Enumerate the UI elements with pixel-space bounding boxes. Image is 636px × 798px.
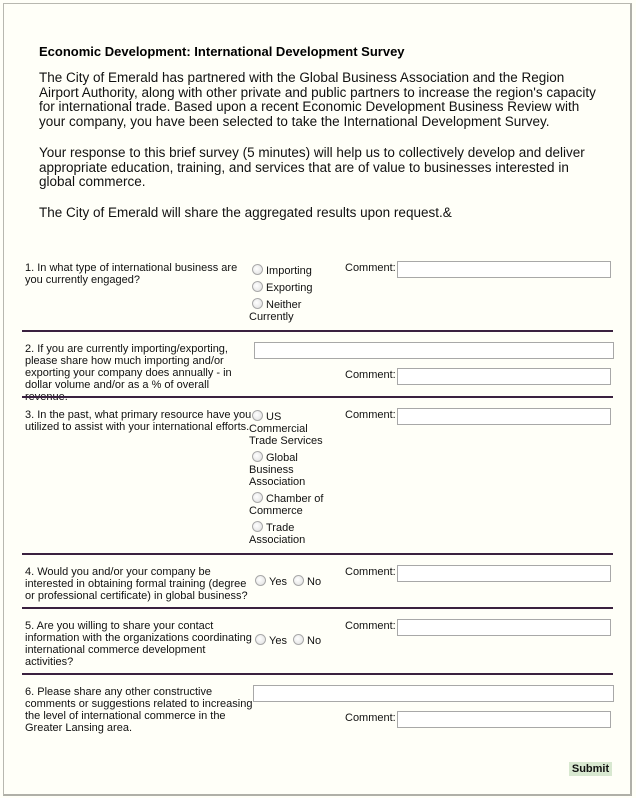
comment-label: Comment: bbox=[345, 262, 396, 274]
radio-icon[interactable] bbox=[252, 492, 263, 503]
q6-comment-input[interactable] bbox=[397, 711, 611, 728]
radio-icon[interactable] bbox=[252, 451, 263, 462]
radio-icon[interactable] bbox=[252, 298, 263, 309]
page-title: Economic Development: International Development Survey bbox=[39, 44, 405, 59]
question-4: 4. Would you and/or your company be interested in obtaining formal training (degree or professional certificate) in global business? bbox=[25, 566, 248, 602]
radio-icon[interactable] bbox=[252, 281, 263, 292]
comment-label: Comment: bbox=[345, 369, 396, 381]
q1-comment-input[interactable] bbox=[397, 261, 611, 278]
radio-icon[interactable] bbox=[252, 410, 263, 421]
comment-label: Comment: bbox=[345, 566, 396, 578]
question-2: 2. If you are currently importing/exporting, please share how much importing and/or exporting your company does annually - in dollar volume and/or as a % of overall bbox=[25, 343, 232, 391]
option-no[interactable]: No bbox=[290, 635, 321, 647]
divider bbox=[22, 553, 613, 555]
comment-label: Comment: bbox=[345, 620, 396, 632]
divider bbox=[22, 673, 613, 675]
radio-icon[interactable] bbox=[252, 521, 263, 532]
option-exporting[interactable]: Exporting bbox=[249, 281, 329, 294]
option-us-commercial[interactable]: US Commercial Trade Services bbox=[249, 411, 323, 447]
option-global-business[interactable]: Global Business Association bbox=[249, 452, 306, 488]
intro-paragraph: Your response to this brief survey (5 minutes) will help us to collectively develop and deliver appropriate education, training, and services that are of value to businesses interested in global commerce. bbox=[39, 145, 585, 189]
radio-icon[interactable] bbox=[293, 634, 304, 645]
q3-comment-input[interactable] bbox=[397, 408, 611, 425]
q4-comment-input[interactable] bbox=[397, 565, 611, 582]
question-3: 3. In the past, what primary resource have you utilized to assist with your international efforts. bbox=[25, 409, 252, 433]
option-trade-association[interactable]: Trade Association bbox=[249, 522, 306, 546]
q5-comment-input[interactable] bbox=[397, 619, 611, 636]
option-importing[interactable]: Importing bbox=[249, 264, 329, 277]
divider bbox=[22, 396, 613, 398]
intro-paragraph: The City of Emerald has partnered with the Global Business Association and the Region Airport Authority, along with other private and public partners to increase the region's capacity for international trade. Based upon a recent Economic Development Business Review with your company, you have been selected to take the International Development Survey. bbox=[39, 70, 596, 129]
comment-label: Comment: bbox=[345, 712, 396, 724]
divider bbox=[22, 330, 613, 332]
radio-icon[interactable] bbox=[255, 575, 266, 586]
option-no[interactable]: No bbox=[290, 576, 321, 588]
question-6: 6. Please share any other constructive comments or suggestions related to increasing the level of international commerce in the Greater Lansing area. bbox=[25, 686, 253, 734]
q2-comment-input[interactable] bbox=[397, 368, 611, 385]
option-yes[interactable]: Yes bbox=[252, 576, 287, 588]
radio-icon[interactable] bbox=[252, 264, 263, 275]
q2-answer-input[interactable] bbox=[254, 342, 614, 359]
option-neither[interactable]: Neither Currently bbox=[249, 299, 302, 323]
comment-label: Comment: bbox=[345, 409, 396, 421]
option-yes[interactable]: Yes bbox=[252, 635, 287, 647]
q6-answer-input[interactable] bbox=[253, 685, 614, 702]
option-chamber[interactable]: Chamber of Commerce bbox=[249, 493, 324, 517]
radio-icon[interactable] bbox=[255, 634, 266, 645]
radio-icon[interactable] bbox=[293, 575, 304, 586]
question-1: 1. In what type of international business are you currently engaged? bbox=[25, 262, 238, 286]
divider bbox=[22, 607, 613, 609]
submit-button[interactable]: Submit bbox=[569, 762, 612, 776]
question-5: 5. Are you willing to share your contact information with the organizations coordinating international commerce development activities? bbox=[25, 620, 252, 668]
intro-paragraph: The City of Emerald will share the aggregated results upon request.& bbox=[39, 205, 452, 220]
